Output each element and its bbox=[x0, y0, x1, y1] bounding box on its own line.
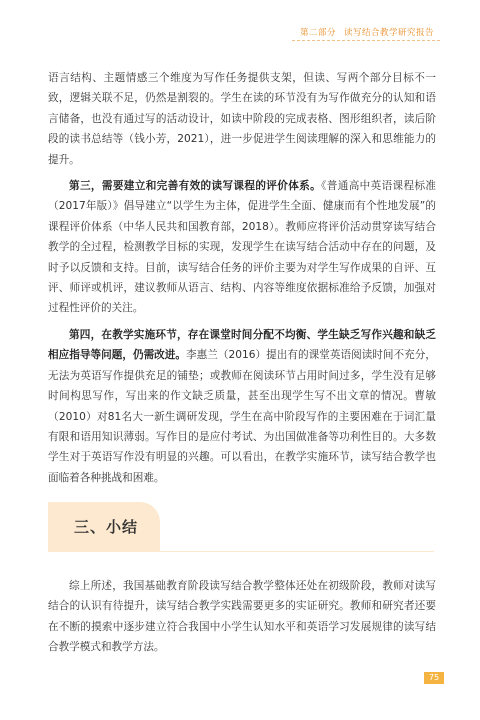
header-part: 第二部分 bbox=[299, 28, 336, 38]
running-header bbox=[300, 26, 434, 38]
page-header bbox=[0, 0, 480, 56]
paragraph-2-text: 《普通高中英语课程标准（2017年版）》倡导建立“以学生为主体，促进学生全面、健康而有个性地发展”的课程评价体系（中华人民共和国教育部，2018）。教师应将评价活动贯穿读写结合教学的全过程，检测教学目标的实现，发现学生在读写结合活动中存在的问题，及时予以反馈和支持。目前，读写结合任务的评价主要为对学生写作成果的自评、互评、师评或机评，建议教师从语言、结构、内容等维度依据标准给予反馈，加强对过程性评价的关注。 bbox=[48, 180, 437, 315]
page-number: 75 bbox=[424, 672, 444, 684]
paragraph-3 bbox=[48, 325, 436, 488]
section-heading bbox=[48, 502, 434, 552]
paragraph-2-lead: 第三，需要建立和完善有效的读写课程的评价体系。 bbox=[69, 180, 322, 193]
paragraph-3-text: 李惠兰（2016）提出有的课堂英语阅读时间不充分，无法为英语写作提供充足的铺垫；或教师在阅读环节占用时间过多，学生没有足够时间构思写作，写出来的作文缺乏质量，甚至出现学生写不出文章的情况。曹敏（2010）对81名大一新生调研发现，学生在高中阶段写作的主要困难在于词汇量有限和语用知识薄弱。写作目的是应付考试、为出国做准备等功利性目的。大多数学生对于英语写作没有明显的兴趣。可以看出，在教学实施环节，读写结合教学也面临着各种挑战和困难。 bbox=[48, 349, 436, 484]
body-text bbox=[48, 68, 436, 488]
paragraph-3-lead: 第四，在教学实施环节，存在课堂时间分配不均衡、学生缺乏写作兴趣和缺乏相应指导等问题，仍需改进。 bbox=[48, 328, 436, 362]
summary-paragraph: 综上所述，我国基础教育阶段读写结合教学整体还处在初级阶段，教师对读写结合的认识有待提升，读写结合教学实践需要更多的实证研究。教师和研究者还要在不断的摸索中逐步建立符合我国中小学生认知水平和英语学习发展规律的读写结合教学模式和教学方法。 bbox=[48, 580, 436, 654]
header-divider bbox=[292, 40, 440, 41]
section-underline bbox=[48, 551, 434, 552]
section-title: 三、小结 bbox=[74, 518, 139, 536]
header-title: 读写结合教学研究报告 bbox=[343, 28, 434, 38]
summary-text bbox=[48, 576, 436, 658]
paragraph-1: 语言结构、主题情感三个维度为写作任务提供支架，但读、写两个部分目标不一致，逻辑关联不足，仍然是割裂的。学生在读的环节没有为写作做充分的认知和语言储备，也没有通过写的活动设计，如读中阶段的完成表格、图形组织者，读后阶段的读书总结等（钱小芳，2021），进一步促进学生阅读理解的深入和思维能力的提升。 bbox=[48, 72, 436, 166]
paragraph-2 bbox=[48, 176, 436, 319]
